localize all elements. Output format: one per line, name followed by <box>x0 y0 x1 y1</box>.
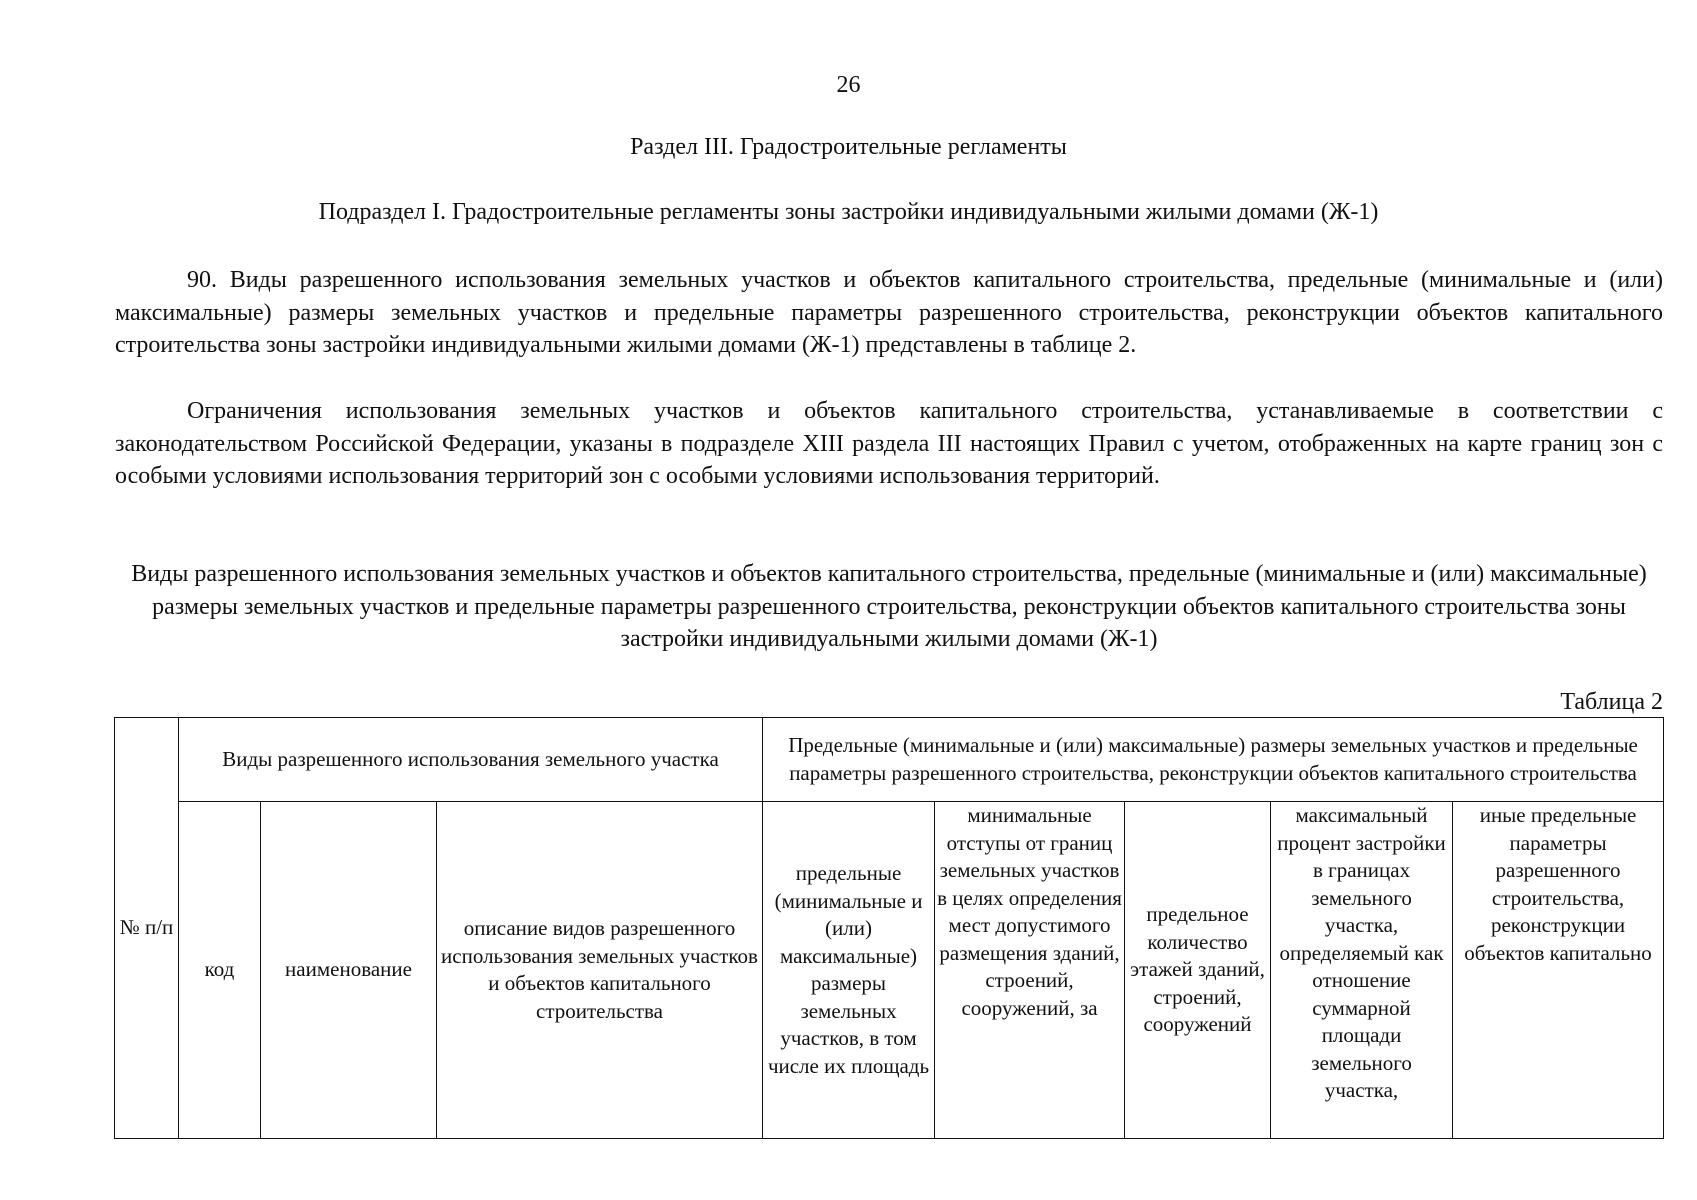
section-title: Раздел III. Градостроительные регламенты <box>630 134 1067 160</box>
paragraph-restrictions-text: Ограничения использования земельных участков и объектов капитального строительства, устанавливаемые в соответствии с законодательством Российской Федерации, указаны в подразделе XIII раздела III настоящих Правил с учетом, отображенных на карте границ зон с особыми условиями использования территорий зон с особыми условиями использования территорий. <box>115 398 1663 489</box>
header-group-limit-parameters: Предельные (минимальные и (или) максимальные) размеры земельных участков и предельные параметры разрешенного строительства, реконструкции объектов капитального строительства <box>763 718 1664 802</box>
paragraph-90 <box>115 264 1663 362</box>
table-caption: Виды разрешенного использования земельных участков и объектов капитального строительства, предельные (минимальные и (или) максимальные) размеры земельных участков и предельные параметры разрешенного строительства, реконструкции объектов капитального строительства зоны застройки индивидуальными жилыми домами (Ж-1) <box>131 561 1647 652</box>
subsection-title: Подраздел I. Градостроительные регламенты зоны застройки индивидуальными жилыми домами (Ж-1) <box>318 199 1379 225</box>
table-label: Таблица 2 <box>1560 689 1663 715</box>
header-build-percent: максимальный процент застройки в границах земельного участка, определяемый как отношение суммарной площади земельного участка, <box>1271 802 1453 1139</box>
paragraph-restrictions <box>115 395 1663 493</box>
header-floors: предельное количество этажей зданий, строений, сооружений <box>1125 802 1271 1139</box>
header-description: описание видов разрешенного использования земельных участков и объектов капитального строительства <box>437 802 763 1139</box>
table-header-row-2 <box>115 802 1664 1139</box>
header-name: наименование <box>261 802 437 1139</box>
header-number: № п/п <box>115 718 179 1139</box>
header-other-parameters: иные предельные параметры разрешенного строительства, реконструкции объектов капитально <box>1453 802 1664 1139</box>
page-number: 26 <box>836 72 861 98</box>
header-plot-size: предельные (минимальные и (или) максимальные) размеры земельных участков, в том числе их площадь <box>763 802 935 1139</box>
header-group-permitted-use: Виды разрешенного использования земельного участка <box>179 718 763 802</box>
regulations-table <box>114 717 1664 1139</box>
header-setbacks: минимальные отступы от границ земельных участков в целях определения мест допустимого размещения зданий, строений, сооружений, за <box>935 802 1125 1139</box>
header-code: код <box>179 802 261 1139</box>
paragraph-90-text: 90. Виды разрешенного использования земельных участков и объектов капитального строительства, предельные (минимальные и (или) максимальные) размеры земельных участков и предельные параметры разрешенного строительства, реконструкции объектов капитального строительства зоны застройки индивидуальными жилыми домами (Ж-1) представлены в таблице 2. <box>115 267 1663 358</box>
table-header-row-1 <box>115 718 1664 802</box>
